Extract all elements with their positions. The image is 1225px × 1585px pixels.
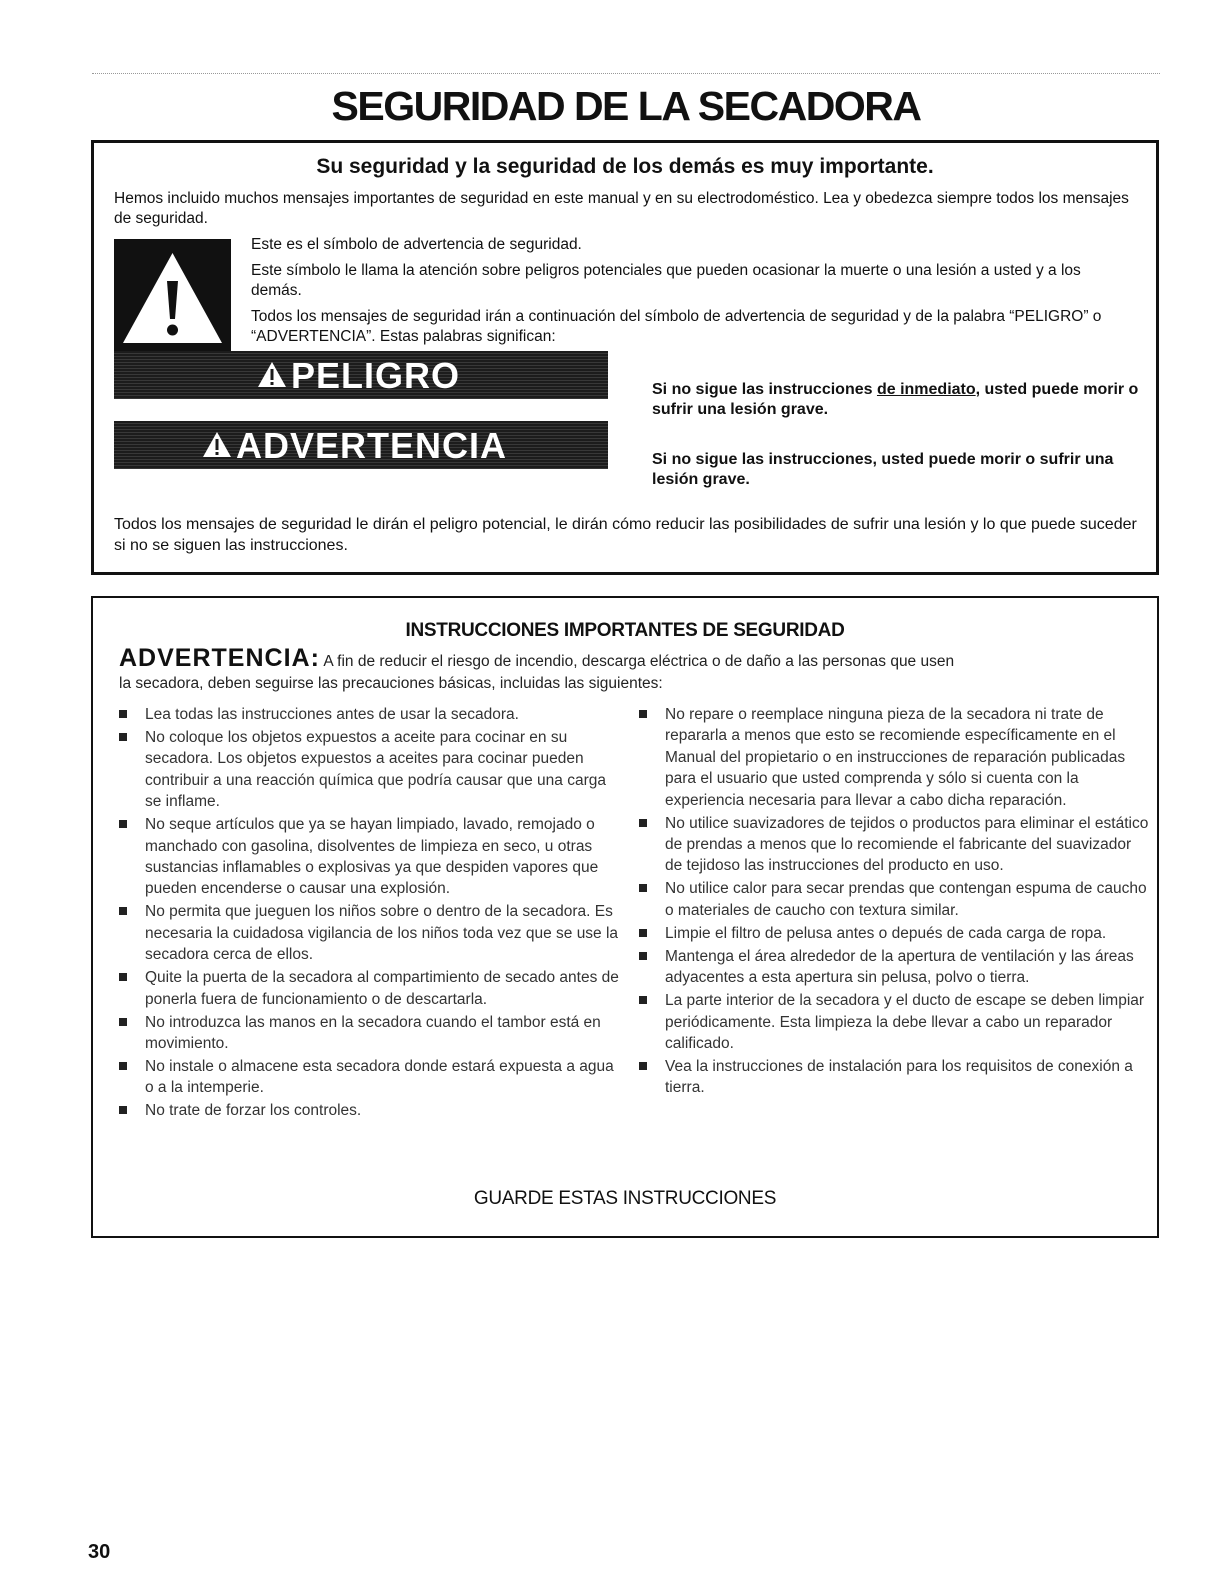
list-item xyxy=(639,923,1149,944)
list-item xyxy=(639,990,1149,1054)
square-bullet-icon xyxy=(119,733,127,741)
list-item-text: No seque artículos que ya se hayan limpiado, lavado, remojado o manchado con gasolina, disolventes de limpieza en seco, u otras sustancias inflamables o explosivas ya que despiden vapores que pueden encenderse o causar una explosión. xyxy=(145,816,599,898)
square-bullet-icon xyxy=(639,710,647,718)
list-item xyxy=(119,1012,619,1055)
list-item-text: No utilice suavizadores de tejidos o productos para eliminar el estático de prendas a menos que lo recomiende el fabricante del suavizador de tejidoso las instrucciones del producto en uso. xyxy=(665,814,1149,875)
safety-alert-symbol xyxy=(114,239,231,353)
square-bullet-icon xyxy=(639,929,647,937)
list-item-text: No permita que jueguen los niños sobre o dentro de la secadora. Es necesaria la cuidadosa vigilancia de los niños toda vez que se use la secadora cerca de ellos. xyxy=(145,903,619,964)
warning-triangle-icon xyxy=(257,361,287,388)
warning-triangle-icon xyxy=(114,239,231,353)
list-item xyxy=(639,1056,1149,1099)
list-item-text: Lea todas las instrucciones antes de usar la secadora. xyxy=(145,706,519,723)
square-bullet-icon xyxy=(119,820,127,828)
square-bullet-icon xyxy=(119,1106,127,1114)
list-item xyxy=(119,814,619,900)
list-item-text: Mantenga el área alrededor de la apertura de ventilación y las áreas adyacentes a esta apertura sin pelusa, polvo o tierra. xyxy=(665,947,1134,987)
instructions-heading: INSTRUCCIONES IMPORTANTES DE SEGURIDAD xyxy=(405,620,845,641)
square-bullet-icon xyxy=(639,819,647,827)
list-item xyxy=(639,813,1149,877)
instructions-footer: GUARDE ESTAS INSTRUCCIONES xyxy=(473,1188,777,1209)
advertencia-banner xyxy=(114,421,608,469)
page-number: 30 xyxy=(88,1541,111,1563)
square-bullet-icon xyxy=(119,710,127,718)
safety-message-box xyxy=(91,140,1159,575)
symbol-explanation xyxy=(251,235,1131,353)
peligro-description xyxy=(652,380,1142,420)
list-item-text: Quite la puerta de la secadora al compartimiento de secado antes de ponerla fuera de funcionamiento o de descartarla. xyxy=(145,969,619,1008)
list-item xyxy=(639,704,1149,811)
advertencia-word: ADVERTENCIA xyxy=(236,425,508,466)
warning-statement xyxy=(119,644,1149,672)
page-title: SEGURIDAD DE LA SECADORA xyxy=(331,83,921,129)
list-item-text: Limpie el filtro de pelusa antes o depués de cada carga de ropa. xyxy=(665,924,1107,942)
square-bullet-icon xyxy=(119,907,127,915)
advertencia-description: Si no sigue las instrucciones, usted puede morir o sufrir una lesión grave. xyxy=(652,451,1114,488)
instructions-right-column xyxy=(639,704,1149,1100)
symbol-paragraph: Este símbolo le llama la atención sobre peligros potenciales que pueden ocasionar la muerte o una lesión a usted y a los demás. xyxy=(251,262,1081,299)
warning-label: ADVERTENCIA: xyxy=(119,644,320,672)
list-item xyxy=(119,1100,619,1121)
peligro-text-underlined: de inmediato xyxy=(876,381,976,398)
peligro-banner-label xyxy=(257,351,460,399)
peligro-word: PELIGRO xyxy=(291,355,461,396)
list-item-text: No utilice calor para secar prendas que contengan espuma de caucho o materiales de caucho con textura similar. xyxy=(665,880,1147,919)
list-item-text: No trate de forzar los controles. xyxy=(145,1102,362,1120)
list-item xyxy=(119,704,619,725)
square-bullet-icon xyxy=(119,973,127,981)
list-item-text: Vea la instrucciones de instalación para los requisitos de conexión a tierra. xyxy=(665,1058,1133,1097)
safety-intro: Hemos incluido muchos mensajes importantes de seguridad en este manual y en su electrodoméstico. Lea y obedezca siempre todos los mensajes de seguridad. xyxy=(114,190,1129,227)
advertencia-banner-label xyxy=(202,421,507,469)
safety-box-heading: Su seguridad y la seguridad de los demás es muy importante. xyxy=(316,155,934,178)
square-bullet-icon xyxy=(119,1062,127,1070)
instructions-left-column xyxy=(119,704,619,1123)
list-item-text: No instale o almacene esta secadora donde estará expuesta a agua o a la intemperie. xyxy=(145,1058,614,1097)
peligro-text-after: , usted puede morir o sufrir una lesión grave. xyxy=(652,381,1139,418)
square-bullet-icon xyxy=(639,996,647,1004)
list-item xyxy=(639,946,1149,989)
list-item-text: La parte interior de la secadora y el ducto de escape se deben limpiar periódicamente. Esta limpieza la debe llevar a cabo un reparador calificado. xyxy=(665,992,1145,1053)
square-bullet-icon xyxy=(639,1062,647,1070)
list-item xyxy=(119,1056,619,1099)
list-item-text: No coloque los objetos expuestos a aceite para cocinar en su secadora. Los objetos expuestos a aceites para cocinar pueden contribuir a una reacción química que podría causar que una carga se inflame. xyxy=(145,729,606,811)
square-bullet-icon xyxy=(639,884,647,892)
list-item xyxy=(119,727,619,813)
warning-text-continued: la secadora, deben seguirse las precauciones básicas, incluidas las siguientes: xyxy=(119,675,663,692)
symbol-paragraph: Este es el símbolo de advertencia de seguridad. xyxy=(251,236,582,253)
symbol-paragraph: Todos los mensajes de seguridad irán a continuación del símbolo de advertencia de seguridad y de la palabra “PELIGRO” o “ADVERTENCIA”. Estas palabras significan: xyxy=(251,308,1102,345)
warning-text: A fin de reducir el riesgo de incendio, descarga eléctrica o de daño a las personas que usen xyxy=(323,653,955,670)
list-item xyxy=(639,878,1149,921)
safety-box-footer: Todos los mensajes de seguridad le dirán el peligro potencial, le dirán cómo reducir las posibilidades de sufrir una lesión y lo que puede suceder si no se siguen las instrucciones. xyxy=(114,516,1137,554)
list-item-text: No repare o reemplace ninguna pieza de la secadora ni trate de repararla a menos que esto se recomiende específicamente en el Manual del propietario o en instrucciones de reparación publicadas para el usuario que usted comprenda y sólo si cuenta con la experiencia necesaria para llevar a cabo dicha reparación. xyxy=(665,706,1126,809)
warning-triangle-icon xyxy=(202,431,232,458)
list-item xyxy=(119,967,619,1010)
peligro-text-before: Si no sigue las instrucciones xyxy=(652,381,877,398)
list-item xyxy=(119,901,619,965)
list-item-text: No introduzca las manos en la secadora cuando el tambor está en movimiento. xyxy=(145,1013,601,1053)
square-bullet-icon xyxy=(639,952,647,960)
square-bullet-icon xyxy=(119,1018,127,1026)
top-divider xyxy=(92,73,1160,74)
important-instructions-box xyxy=(91,596,1159,1238)
peligro-banner xyxy=(114,351,608,399)
